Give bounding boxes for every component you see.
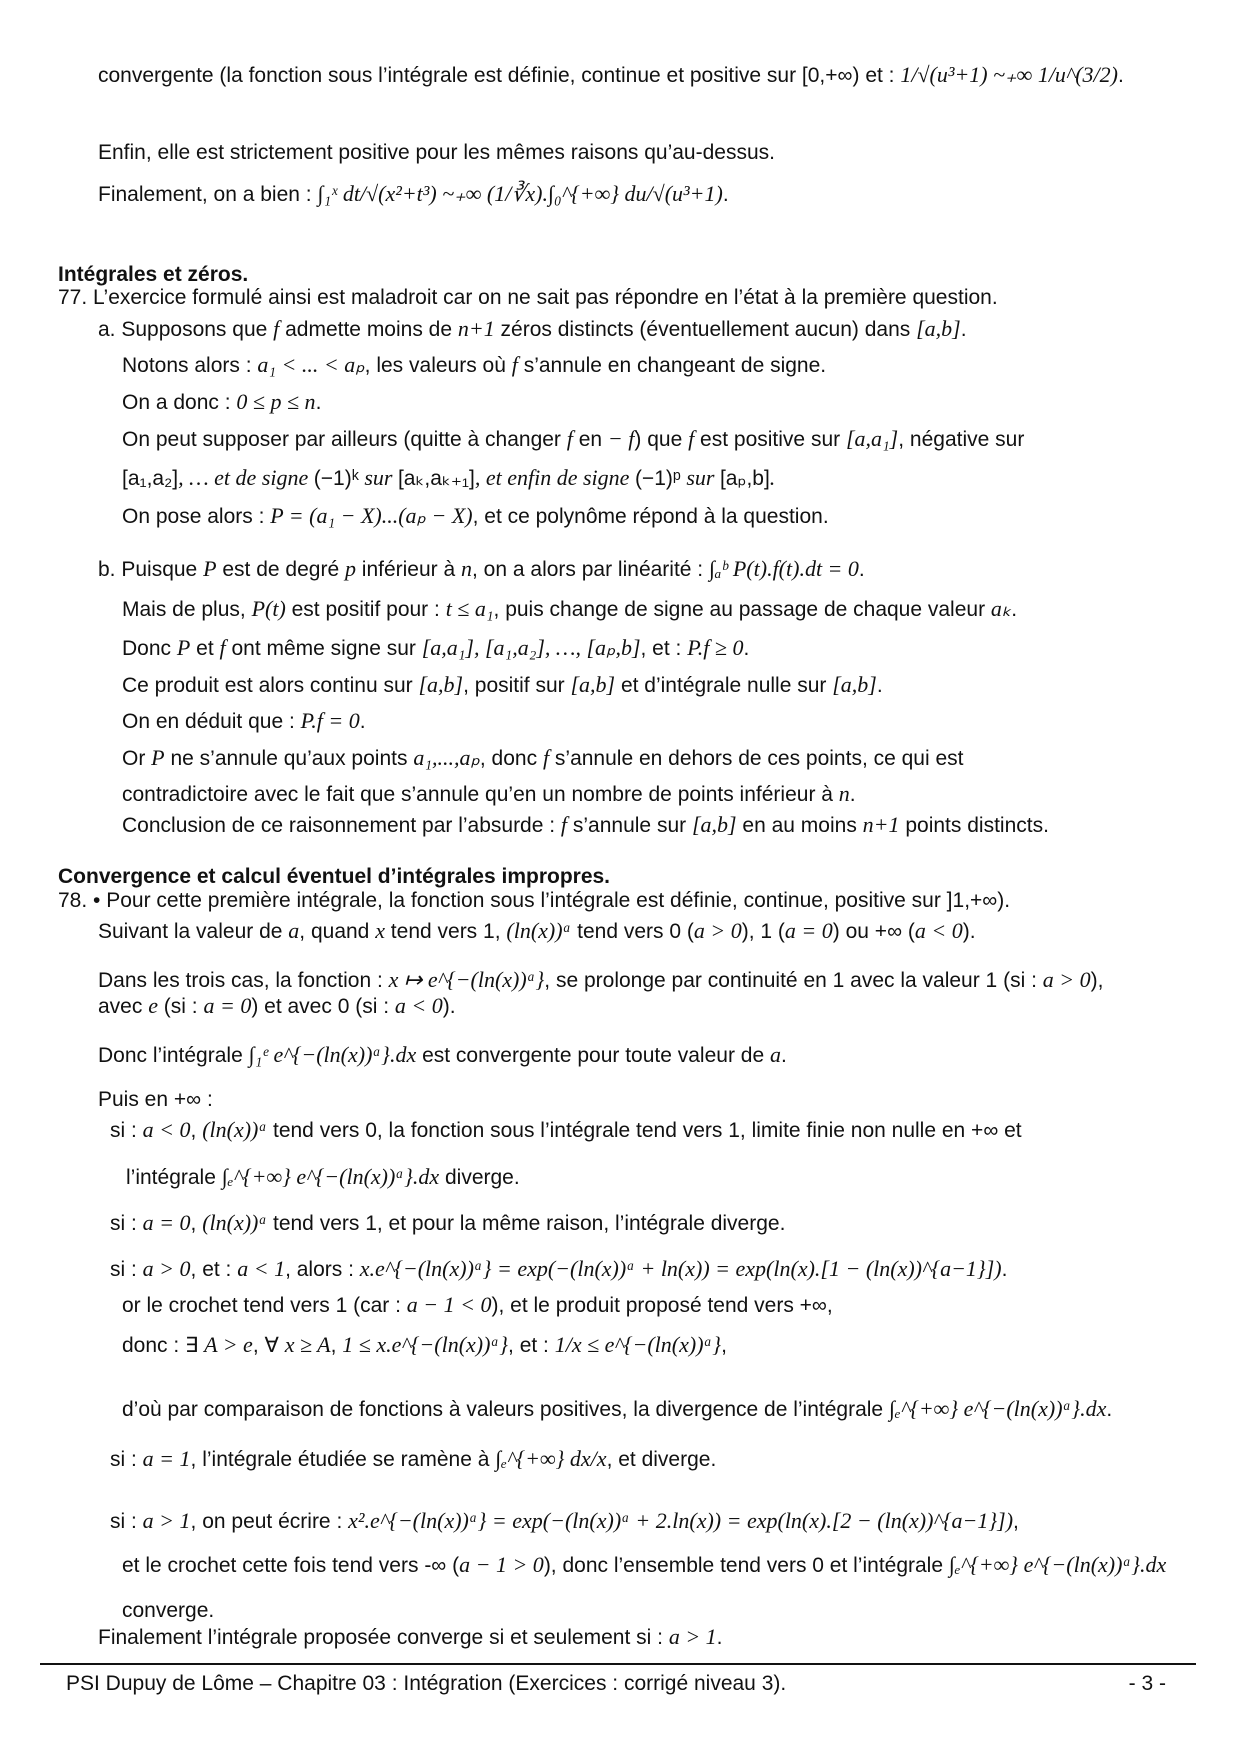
math-expr: f [688,426,695,451]
math-expr: a > 0 [142,1256,191,1281]
text-span: convergente (la fonction sous l’intégrale est définie, continue et positive sur [0,+∞) et : [98,64,901,87]
math-expr: ∫ₐᵇ P(t).f(t).dt = 0 [708,556,859,581]
text-span: , et : [190,1258,238,1281]
text-span: , positif sur [463,674,571,697]
math-expr: x ≥ A [284,1332,331,1357]
text-span: On en déduit que : [122,710,301,733]
text-span: est positif pour : [285,598,446,621]
text-span: , les valeurs où [364,354,512,377]
text-span: ) que [634,428,689,451]
text-span: , négative sur [898,428,1025,451]
text-line [122,781,856,807]
text-span: b. Puisque [98,558,204,581]
text-line [98,967,1103,993]
text-span: , [330,1334,343,1357]
footer-rule [40,1663,1196,1665]
math-expr: x.e^{−(ln(x))ᵃ} = exp(−(ln(x))ᵃ + ln(x)) = exp(ln(x).[1 − (ln(x))^{a−1}]) [359,1256,1002,1281]
math-expr: x ↦ e^{−(ln(x))ᵃ} [388,967,545,992]
math-expr: [a,b] [418,672,464,697]
text-line [126,1164,520,1190]
text-span: . [876,674,883,697]
text-span: On peut supposer par ailleurs (quitte à changer [122,428,567,451]
math-expr: [a,b] [916,316,961,341]
math-expr: ∫ₑ^{+∞} e^{−(ln(x))ᵃ}.dx [221,1164,440,1189]
text-line [122,1396,1112,1422]
math-expr: a − 1 > 0 [459,1552,544,1577]
math-expr: a − 1 < 0 [406,1292,492,1317]
text-span: 77. L’exercice formulé ainsi est maladroit car on ne sait pas répondre en l’état à la première question. [58,286,998,309]
math-expr: f [560,812,568,837]
text-span: , [721,1334,727,1357]
math-expr: 1 ≤ x.e^{−(ln(x))ᵃ} [342,1332,509,1357]
text-line [122,465,775,491]
math-expr: 0 ≤ p ≤ n [236,389,316,414]
text-span: Puis en +∞ : [98,1088,213,1111]
text-line [98,316,967,342]
text-span: et le crochet cette fois tend vers -∞ ( [122,1554,460,1577]
math-expr: a₁ < ... < aₚ [257,352,365,377]
text-span: Dans les trois cas, la fonction : [98,969,389,992]
math-expr: a = 0 [203,993,252,1018]
text-span: . [716,1626,723,1649]
math-expr: (ln(x))ᵃ [506,918,572,943]
math-expr: x².e^{−(ln(x))ᵃ} = exp(−(ln(x))ᵃ + 2.ln(x)) = exp(ln(x).[2 − (ln(x))^{a−1}]) [348,1508,1014,1533]
math-expr: ∫ₑ^{+∞} e^{−(ln(x))ᵃ}.dx [948,1552,1167,1577]
text-span: (−1)ᵏ [313,467,359,490]
text-span: , quand [299,920,376,943]
section-heading [58,864,610,889]
text-span: Finalement, on a bien : [98,183,318,206]
math-expr: . [769,465,776,490]
text-span: ), donc l’ensemble tend vers 0 et l’intégrale [543,1554,949,1577]
text-line [98,556,865,582]
math-expr: a < 1 [237,1256,286,1281]
text-span: ne s’annule qu’aux points [164,747,414,770]
math-expr: n [461,556,473,581]
text-line [98,918,976,944]
page-number: - 3 - [1128,1672,1166,1695]
text-span: si : [110,1119,143,1142]
text-span: et d’intégrale nulle sur [615,674,833,697]
text-span: , [1013,1510,1019,1533]
text-span: Notons alors : [122,354,258,377]
text-span: si : [110,1510,143,1533]
math-expr: , et enfin de signe [474,465,635,490]
math-expr: x [375,918,385,943]
text-line [110,1446,716,1472]
text-span: contradictoire avec le fait que s’annule qu’en un nombre de points inférieur à [122,783,839,806]
math-expr: a > 0 [693,918,742,943]
text-span: inférieur à [355,558,462,581]
math-expr: t ≤ a₁ [445,596,494,621]
text-span: Enfin, elle est strictement positive pour les mêmes raisons qu’au-dessus. [98,141,775,164]
text-span: en au moins [736,814,863,837]
text-span: s’annule en changeant de signe. [517,354,827,377]
text-span: tend vers 1, et pour la même raison, l’intégrale diverge. [267,1212,786,1235]
text-span: , et : [640,637,688,660]
math-expr: a = 1 [142,1446,191,1471]
text-line [98,62,1124,88]
text-span: , ∀ [252,1334,285,1357]
math-expr: P [151,745,165,770]
text-span: est de degré [216,558,345,581]
text-line [122,1292,833,1318]
math-expr: ∫₁ˣ dt/√(x²+t³) ~₊∞ (1/∛x).∫₀^{+∞} du/√(u³+1) [317,181,723,206]
text-span: . [1001,1258,1008,1281]
text-span: si : [110,1212,143,1235]
text-span: et [190,637,220,660]
text-span: , l’intégrale étudiée se ramène à [190,1448,496,1471]
text-span: . [315,391,322,414]
math-expr: ∫₁ᵉ e^{−(ln(x))ᵃ}.dx [248,1042,417,1067]
text-span: admette moins de [279,318,458,341]
text-span: , se prolonge par continuité en 1 avec la valeur 1 (si : [544,969,1043,992]
text-span: converge. [122,1599,215,1622]
text-span: Intégrales et zéros. [58,263,249,286]
text-line [98,1624,723,1650]
math-expr: p [344,556,356,581]
text-span: . [849,783,856,806]
math-expr: a = 0 [142,1210,191,1235]
text-span: si : [110,1258,143,1281]
math-expr: f [511,352,518,377]
text-line [122,812,1049,838]
math-expr: 1/√(u³+1) ~₊∞ 1/u^(3/2) [900,62,1118,87]
text-span: [aₚ,b] [719,467,770,490]
text-span: en [572,428,608,451]
math-expr: a₁,...,aₚ [413,745,480,770]
math-expr: e [148,993,158,1018]
text-span: diverge. [439,1166,520,1189]
text-span: . [359,710,366,733]
math-expr: P.f ≥ 0 [687,635,744,660]
math-expr: f [273,316,280,341]
math-expr: a > 1 [142,1508,191,1533]
text-span: ), [1090,969,1104,992]
text-line [122,596,1017,622]
math-expr: a [288,918,300,943]
text-line [122,672,883,698]
text-span: or le crochet tend vers 1 (car : [122,1294,407,1317]
text-span: Mais de plus, [122,598,252,621]
math-expr: [a,b] [832,672,877,697]
text-span: . [858,558,865,581]
text-span: Convergence et calcul éventuel d’intégrales impropres. [58,865,611,888]
math-expr: P(t) [251,596,286,621]
text-span: ), 1 ( [741,920,785,943]
text-line [122,708,366,734]
math-expr: a [769,1042,781,1067]
text-span: [aₖ,aₖ₊₁] [397,467,475,490]
text-span: s’annule en dehors de ces points, ce qui est [549,747,964,770]
math-expr: sur [358,465,398,490]
text-span: , alors : [285,1258,360,1281]
text-line [122,745,964,771]
math-expr: sur [680,465,720,490]
text-line [122,635,749,661]
math-expr: a = 0 [784,918,833,943]
math-expr: P [203,556,217,581]
math-expr: f [542,745,550,770]
text-span: ) ou +∞ ( [832,920,915,943]
text-line [122,426,1024,452]
text-line [98,1087,213,1112]
text-span: , donc [479,747,543,770]
math-expr: n+1 [457,316,495,341]
text-span: , [190,1212,203,1235]
text-span: tend vers 0, la fonction sous l’intégrale tend vers 1, limite finie non nulle en +∞ et [267,1119,1022,1142]
text-span: . [722,183,729,206]
text-line [122,503,829,529]
text-span: [a₁,a₂] [122,467,179,490]
text-span: . [743,637,750,660]
text-span: ont même signe sur [225,637,422,660]
text-span: Donc l’intégrale [98,1044,249,1067]
text-span: , et diverge. [606,1448,717,1471]
text-span: , [190,1119,203,1142]
text-span: . [780,1044,787,1067]
text-span: On pose alors : [122,505,271,528]
text-span: est convergente pour toute valeur de [416,1044,770,1067]
text-span: , puis change de signe au passage de chaque valeur [493,598,991,621]
math-expr: [a,a₁] [845,426,899,451]
text-line [98,140,775,165]
text-line [110,1508,1019,1534]
text-span: si : [110,1448,143,1471]
text-span: . [1011,598,1018,621]
math-expr: ∫ₑ^{+∞} e^{−(ln(x))ᵃ}.dx [888,1396,1107,1421]
text-span: , et : [508,1334,555,1357]
text-span: ), et le produit proposé tend vers +∞, [491,1294,833,1317]
text-line [98,1042,787,1068]
text-span: . [1117,64,1124,87]
text-span: l’intégrale [126,1166,222,1189]
math-expr: a > 1 [668,1624,717,1649]
math-expr: [a,b] [691,812,737,837]
math-expr: f [219,635,226,660]
math-expr: a < 0 [142,1117,191,1142]
text-span: ). [962,920,976,943]
text-span: ) et avec 0 (si : [251,995,395,1018]
text-line [122,389,321,415]
footer-title: PSI Dupuy de Lôme – Chapitre 03 : Intégration (Exercices : corrigé niveau 3). [66,1672,787,1695]
text-span: points distincts. [899,814,1049,837]
text-line [110,1210,785,1236]
math-expr: P.f = 0 [300,708,360,733]
math-expr: [a,b] [570,672,616,697]
text-span: Or [122,747,152,770]
text-span: (si : [157,995,204,1018]
text-span: est positive sur [694,428,846,451]
text-span: donc : ∃ [122,1334,205,1357]
math-expr: n+1 [862,812,900,837]
text-span: s’annule sur [567,814,692,837]
math-expr: P = (a₁ − X)...(aₚ − X) [270,503,473,528]
section-heading [58,262,248,287]
text-span: tend vers 0 ( [571,920,694,943]
math-expr: (ln(x))ᵃ [202,1210,268,1235]
math-expr: − f [607,426,635,451]
text-span: , on peut écrire : [190,1510,349,1533]
math-expr: , … et de signe [178,465,314,490]
text-span: On a donc : [122,391,237,414]
math-expr: aₖ [990,596,1012,621]
math-expr: a > 0 [1042,967,1091,992]
math-expr: [a,a₁], [a₁,a₂], …, [aₚ,b] [421,635,641,660]
text-span: (−1)ᵖ [634,467,681,490]
text-span: Suivant la valeur de [98,920,289,943]
text-span: 78. • Pour cette première intégrale, la fonction sous l’intégrale est définie, continue, positive sur ]1,+∞). [58,889,1011,912]
text-span: Conclusion de ce raisonnement par l’absurde : [122,814,561,837]
math-expr: 1/x ≤ e^{−(ln(x))ᵃ} [554,1332,722,1357]
text-span: tend vers 1, [384,920,507,943]
text-span: a. Supposons que [98,318,274,341]
math-expr: a < 0 [394,993,443,1018]
text-line [98,181,729,207]
text-line [58,285,998,310]
text-span: , on a alors par linéarité : [472,558,709,581]
math-expr: ∫ₑ^{+∞} dx/x [495,1446,607,1471]
text-span: d’où par comparaison de fonctions à valeurs positives, la divergence de l’intégrale [122,1398,889,1421]
text-span: zéros distincts (éventuellement aucun) dans [494,318,917,341]
math-expr: A > e [204,1332,253,1357]
text-line [98,993,456,1019]
text-span: Ce produit est alors continu sur [122,674,419,697]
math-expr: a < 0 [914,918,963,943]
text-span: Donc [122,637,177,660]
text-line [122,352,826,378]
text-span: Finalement l’intégrale proposée converge si et seulement si : [98,1626,669,1649]
text-span: ). [442,995,456,1018]
text-line [122,1598,214,1623]
text-line [110,1117,1022,1143]
math-expr: f [566,426,573,451]
text-line [58,888,1010,913]
text-span: avec [98,995,149,1018]
text-span: , et ce polynôme répond à la question. [472,505,829,528]
math-expr: (ln(x))ᵃ [202,1117,268,1142]
text-span: . [960,318,967,341]
text-line [122,1552,1166,1578]
text-line [110,1256,1007,1282]
text-line [122,1332,727,1358]
math-expr: P [176,635,191,660]
math-expr: n [838,781,850,806]
text-span: . [1106,1398,1113,1421]
